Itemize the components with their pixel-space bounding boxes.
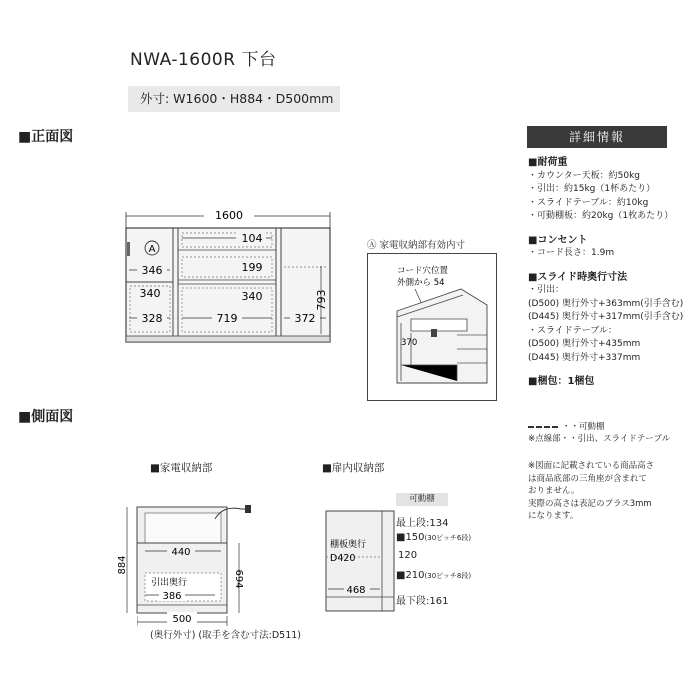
details-list: [528, 156, 693, 389]
load-counter: ・カウンター天板：約50kg: [528, 170, 641, 181]
pitch-150-note: (30ピッチ6段): [424, 534, 472, 542]
outlet-cord: ・コード長さ：1.9m: [528, 248, 615, 258]
cabinet-section-label: ■扉内収納部: [322, 462, 385, 474]
depth-note: (奥行外寸) (取手を含む寸法:D511): [150, 630, 301, 641]
dim-386: 386: [162, 591, 182, 602]
cabinet-side-diagram: [320, 505, 400, 615]
pitch-150-row: [396, 532, 471, 543]
bottom-stage: 最下段:161: [396, 596, 449, 607]
notice-line-4: 実際の高さは表記のプラス3mm: [528, 498, 652, 509]
pitch-210-note: (30ピッチ8段): [424, 572, 472, 580]
slide-d500-table: (D500) 奥行外寸+435mm: [528, 339, 641, 349]
label-a: A: [148, 244, 156, 255]
depth-dimension: [137, 612, 237, 626]
dim-total-width: 1600: [215, 209, 243, 222]
detail-height-370: 370: [401, 338, 418, 348]
dim-884: 884: [117, 555, 128, 575]
notice-line-3: おりません。: [528, 486, 580, 496]
appliance-section-label: ■家電収納部: [150, 462, 213, 474]
slide-d445-drawer: (D445) 奥行外寸+317mm(引手含む): [528, 312, 684, 322]
outer-dimensions: 外寸: W1600・H884・D500mm: [128, 86, 340, 112]
dim-height-right: 793: [315, 289, 328, 311]
slide-d445-table: (D445) 奥行外寸+337mm: [528, 352, 641, 363]
dim-mid-bottom: 719: [216, 312, 238, 325]
cord-label-1: コード穴位置: [397, 266, 449, 276]
movable-shelf-tag: 可動棚: [396, 493, 448, 506]
package-info: ■梱包：1梱包: [528, 376, 595, 387]
top-stage: 最上段:134: [396, 518, 449, 529]
load-slide-table: ・スライドテーブル：約10kg: [528, 197, 649, 208]
appliance-side-diagram: [115, 495, 280, 620]
outlet-heading: ■コンセント: [528, 234, 588, 246]
slide-table: ・スライドテーブル：: [528, 325, 617, 336]
legend-dotted: ※点線部・・引出、スライドテーブル: [528, 434, 671, 444]
dim-500: 500: [172, 614, 192, 625]
front-view-diagram: [118, 200, 338, 350]
slide-drawer: ・引出：: [528, 285, 565, 295]
dim-mid-lower-height: 340: [241, 290, 263, 303]
slide-d500-drawer: (D500) 奥行外寸+363mm(引手含む): [528, 298, 684, 309]
dim-mid-mid: 199: [241, 261, 263, 274]
load-heading: ■耐荷重: [528, 157, 568, 168]
legend-movable-shelf: [528, 420, 605, 432]
dim-right-bottom: 372: [294, 312, 316, 325]
notice-line-5: になります。: [528, 511, 579, 521]
dim-694: 694: [233, 569, 244, 589]
drawer-depth-label: 引出奥行: [151, 578, 188, 588]
dim-440: 440: [171, 547, 191, 558]
detail-caption: Ⓐ 家電収納部有効内寸: [367, 240, 466, 251]
notice-line-2: は商品底部の三角座が含まれて: [528, 473, 648, 484]
shelf-depth-label: 棚板奥行: [330, 540, 367, 550]
dim-left-upper: 346: [141, 264, 163, 277]
notice-line-1: ※図面に記載されている商品高さ: [528, 461, 655, 471]
slide-heading: ■スライド時奥行寸法: [528, 271, 628, 283]
legend-movable-shelf-text: ・・可動棚: [562, 422, 605, 432]
dash-legend-icon: [528, 426, 558, 428]
pitch-210: ■210: [396, 570, 425, 581]
dim-mid-top: 104: [241, 232, 263, 245]
value-120: 120: [398, 550, 418, 561]
load-shelf: ・可動棚板：約20kg（1枚あたり）: [528, 211, 674, 221]
dim-left-lower-height: 340: [139, 287, 161, 300]
side-view-heading: ■側面図: [18, 409, 74, 425]
cord-label-2: 外側から 54: [397, 278, 445, 288]
pitch-150: ■150: [396, 532, 425, 543]
appliance-detail-diagram: [367, 253, 497, 401]
front-view-heading: ■正面図: [18, 129, 74, 145]
load-drawer: ・引出：約15kg（1杯あたり）: [528, 184, 656, 194]
details-header: 詳細情報: [527, 126, 667, 148]
shelf-depth-value: D420: [330, 553, 356, 564]
product-title: NWA-1600R 下台: [130, 50, 277, 70]
dim-468: 468: [346, 585, 366, 596]
dim-left-lower: 328: [141, 312, 163, 325]
height-notice: [528, 460, 693, 523]
pitch-210-row: [396, 570, 471, 581]
